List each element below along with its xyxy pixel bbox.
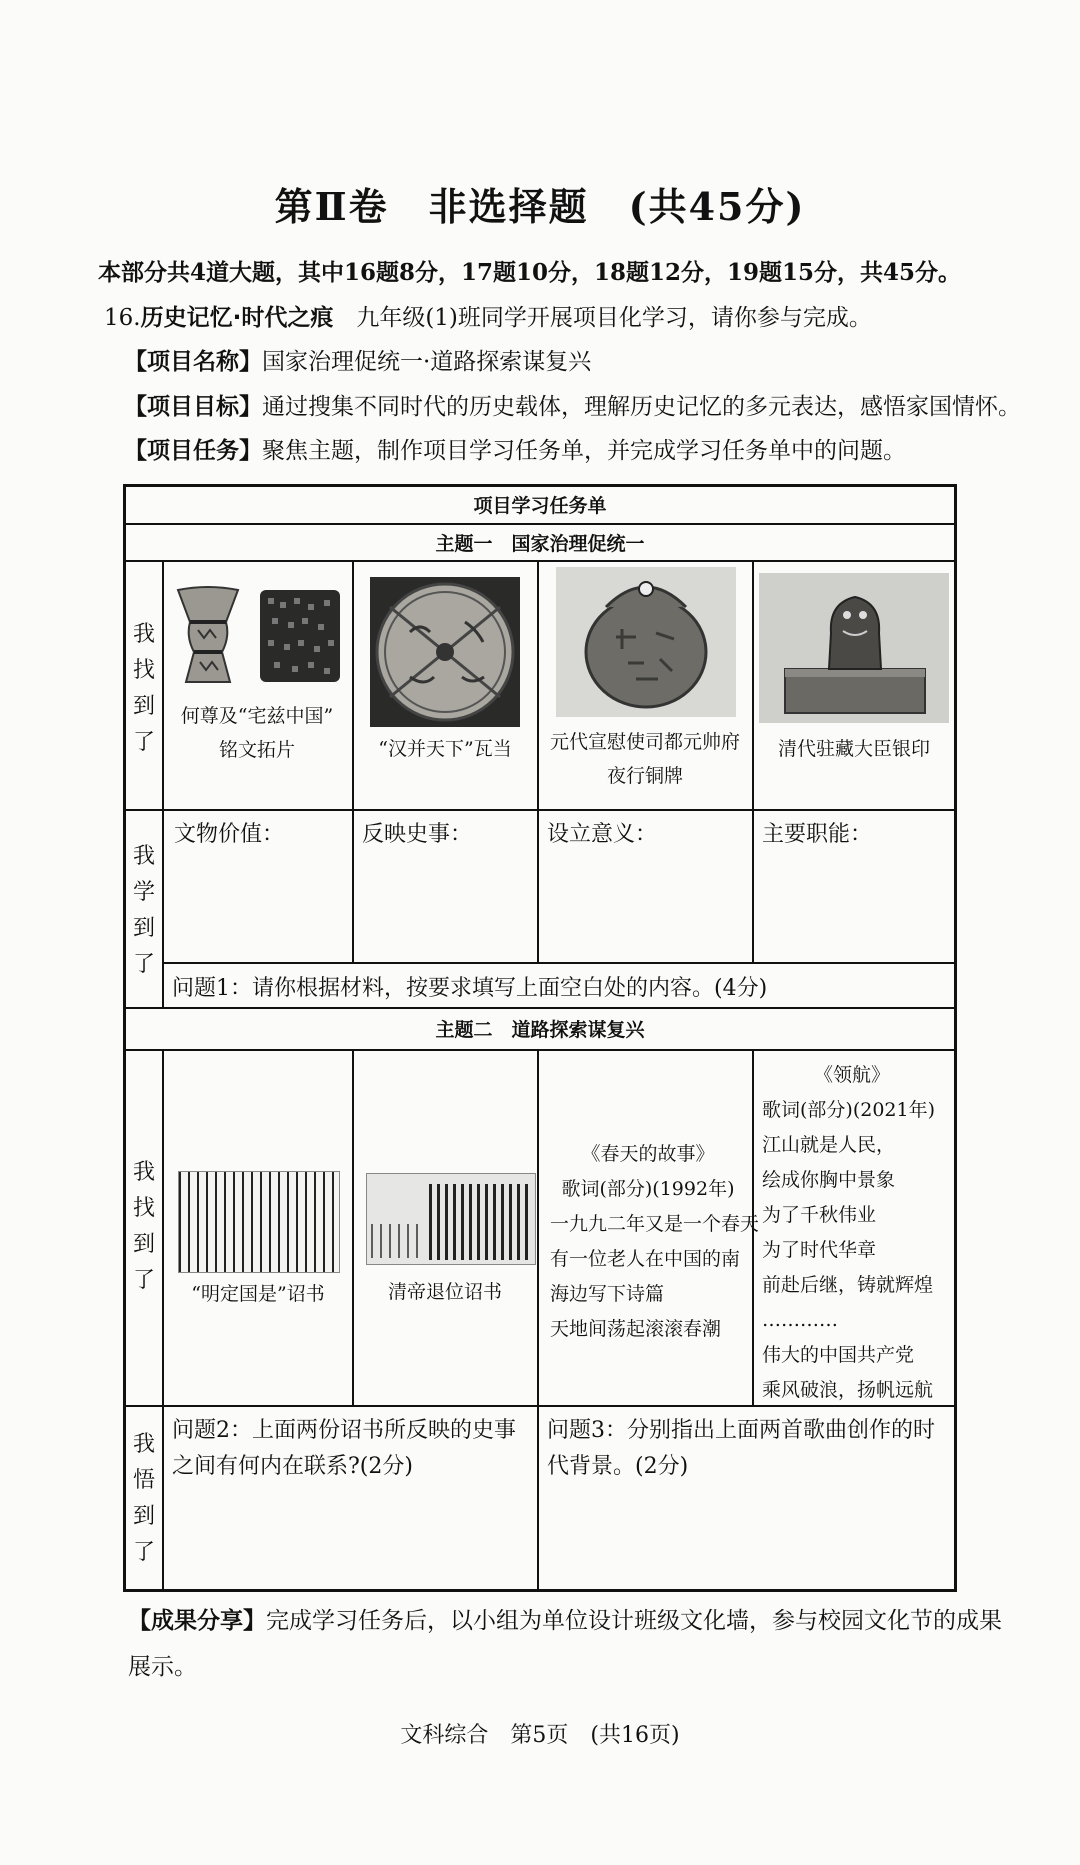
- result-share-text: 完成学习任务后，以小组为单位设计班级文化墙，参与校园文化节的成果: [266, 1608, 1002, 1634]
- result-share: [128, 1606, 1002, 1636]
- question-1: 问题1：请你根据材料，按要求填写上面空白处的内容。(4分): [172, 976, 768, 1001]
- result-share-continued: 展示。: [128, 1654, 197, 1680]
- song-pilot: 《领航》 歌词(部分)(2021年) 江山就是人民， 绘成你胸中景象 为了千秋伟业 为了时代华章 前赴后继，铸就辉煌 ………… 伟大的中国共产党 乘风破浪，扬帆远航: [762, 1058, 942, 1408]
- row-label-learned: 我学到了: [132, 844, 155, 977]
- question-lead: 九年级(1)班同学开展项目化学习，请你参与完成。: [333, 305, 872, 331]
- row-label-found-1: 我找到了: [132, 622, 155, 755]
- project-name: [124, 347, 591, 377]
- question-number: 16.: [104, 305, 141, 331]
- learn-header-value: 文物价值：: [174, 822, 285, 847]
- page-footer: 文科综合 第5页 (共16页): [400, 1723, 680, 1748]
- roof-tile-icon: [370, 577, 520, 727]
- edict-caption-1: “明定国是”诏书: [191, 1283, 325, 1305]
- project-task: [124, 436, 906, 466]
- task-sheet-table: [123, 484, 957, 1592]
- edict-caption-2: 清帝退位诏书: [387, 1281, 502, 1303]
- row-label-realized: 我悟到了: [132, 1432, 155, 1565]
- song-2-title: 《领航》: [813, 1064, 890, 1086]
- silver-seal-icon: [759, 573, 949, 723]
- learn-header-significance: 设立意义：: [547, 822, 658, 847]
- result-share-tag: 【成果分享】: [128, 1608, 266, 1634]
- question-heading: 历史记忆·时代之痕: [140, 305, 334, 331]
- song-1-meta: 歌词(部分)(1992年): [561, 1178, 735, 1200]
- song-2-meta: 歌词(部分)(2021年): [762, 1099, 936, 1121]
- question-16-header: [104, 303, 872, 333]
- section-intro: 本部分共4道大题，其中16题8分，17题10分，18题12分，19题15分，共45分。: [98, 259, 962, 286]
- project-goal: [124, 392, 1021, 422]
- project-task-text: 聚焦主题，制作项目学习任务单，并完成学习任务单中的问题。: [262, 438, 906, 464]
- bronze-plaque-icon: [556, 567, 736, 717]
- theme-one-title: 主题一 国家治理促统一: [435, 533, 645, 555]
- project-goal-tag: 【项目目标】: [124, 394, 262, 420]
- learn-header-function: 主要职能：: [762, 822, 873, 847]
- project-name-text: 国家治理促统一·道路探索谋复兴: [262, 349, 592, 375]
- page-title: 第Ⅱ卷 非选择题 (共45分): [274, 184, 806, 229]
- edict-scroll-icon: [366, 1173, 536, 1265]
- project-name-tag: 【项目名称】: [124, 349, 262, 375]
- project-goal-text: 通过搜集不同时代的历史载体，理解历史记忆的多元表达，感悟家国情怀。: [262, 394, 1021, 420]
- project-task-tag: 【项目任务】: [124, 438, 262, 464]
- bronze-zun-icon: [168, 582, 348, 692]
- artifact-caption-2: “汉并天下”瓦当: [378, 738, 512, 760]
- learn-header-event: 反映史事：: [362, 822, 473, 847]
- artifact-caption-4: 清代驻藏大臣银印: [777, 738, 930, 760]
- artifact-caption-1: 何尊及“宅兹中国” 铭文拓片: [180, 705, 334, 761]
- row-label-found-2: 我找到了: [132, 1160, 155, 1293]
- song-1-title: 《春天的故事》: [581, 1143, 715, 1165]
- artifact-caption-3: 元代宣慰使司都元帅府 夜行铜牌: [549, 731, 740, 787]
- theme-two-title: 主题二 道路探索谋复兴: [435, 1019, 645, 1041]
- table-title: 项目学习任务单: [473, 495, 607, 517]
- question-3: 问题3：分别指出上面两首歌曲创作的时 代背景。(2分): [547, 1418, 935, 1479]
- question-2: 问题2：上面两份诏书所反映的史事 之间有何内在联系?(2分): [172, 1418, 516, 1479]
- song-spring-story: 《春天的故事》 歌词(部分)(1992年) 一九九二年又是一个春天 有一位老人在中国的南 海边写下诗篇 天地间荡起滚滚春潮: [550, 1137, 759, 1347]
- edict-scroll-icon: [178, 1171, 340, 1273]
